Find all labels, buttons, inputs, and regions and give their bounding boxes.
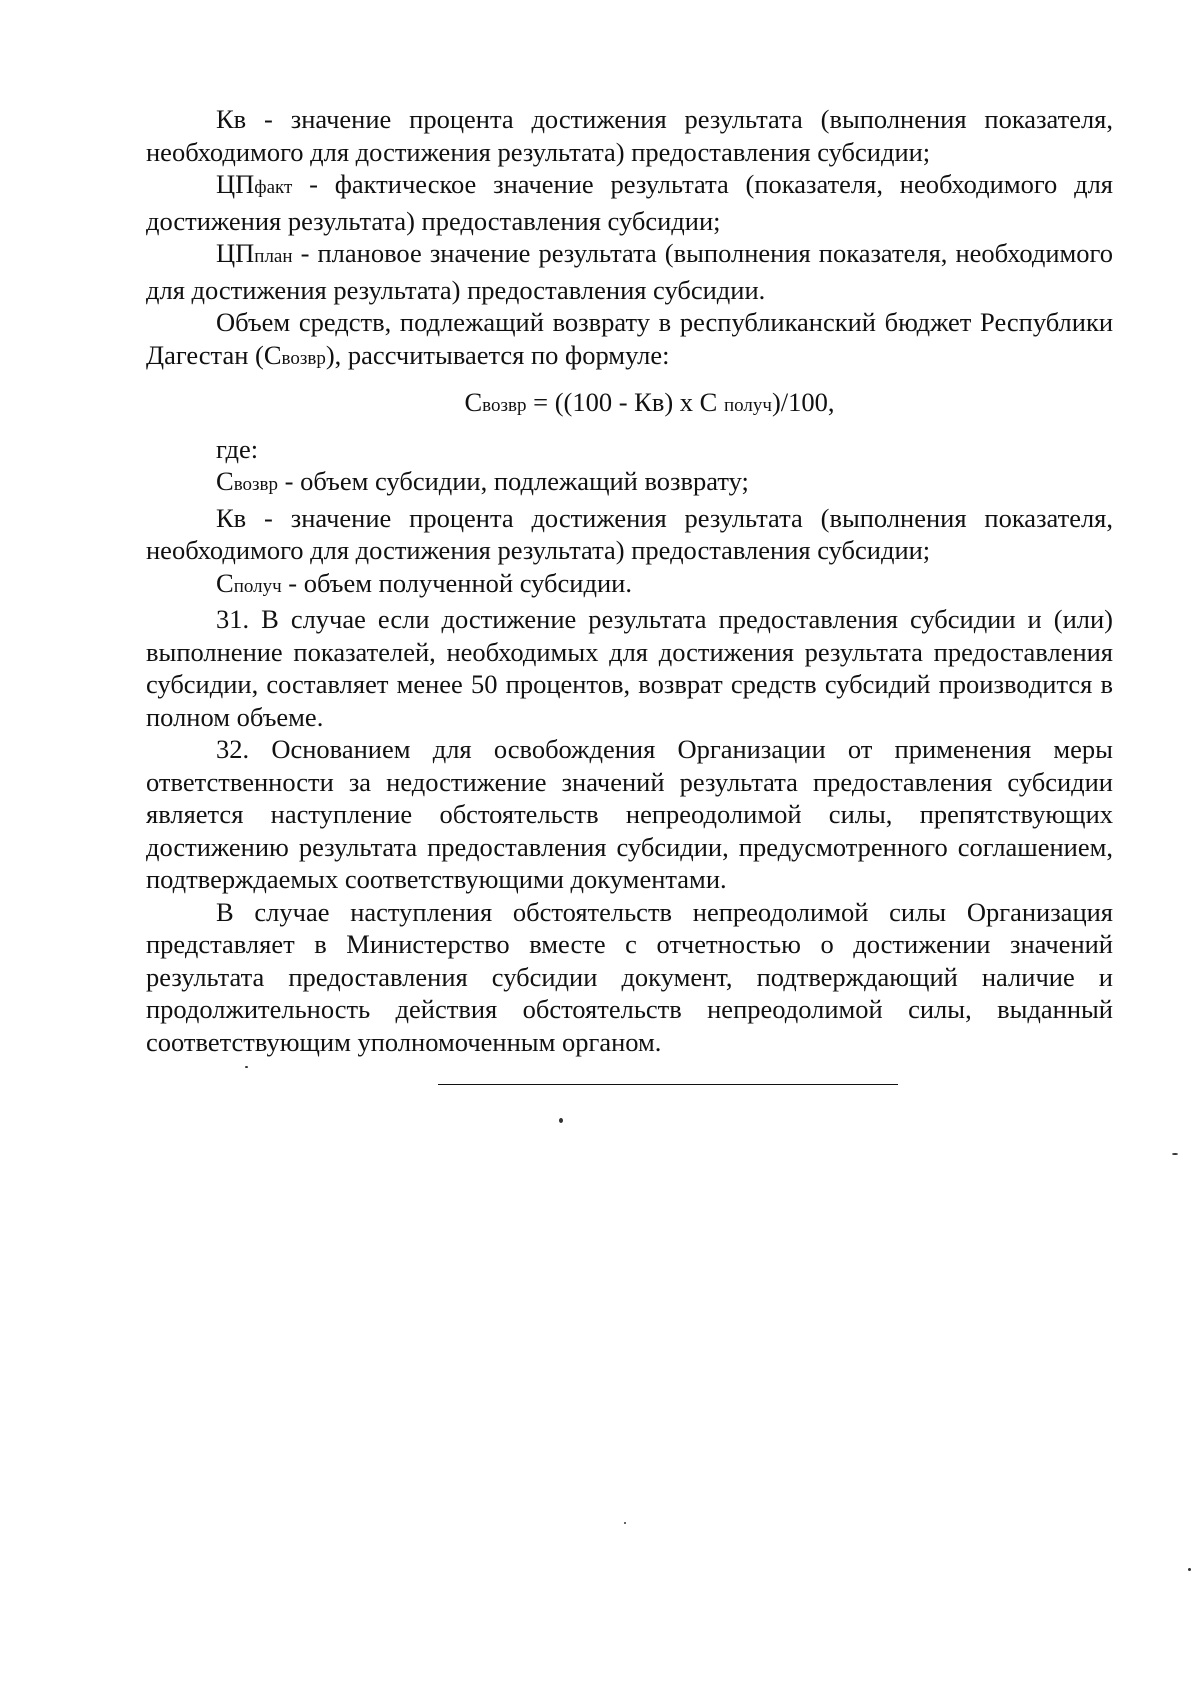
force-majeure-paragraph: В случае наступления обстоятельств непреодолимой силы Организация представляет в Министерство вместе с отчетностью о достижении значений результата предоставления субсидии документ, подтверждающий наличие и продолжительность действия обстоятельств непреодолимой силы, выданный соответствующим уполномоченным органом.: [146, 896, 1113, 1057]
refund-volume-intro-text: Объем средств, подлежащий возврату в республиканский бюджет Республики Дагестан (С: [146, 307, 1113, 370]
term-spoluch-subscript: получ: [233, 575, 282, 597]
definition-svozvr: [146, 465, 1113, 502]
definition-kv: [146, 103, 1113, 168]
document-page: [146, 103, 1113, 1058]
definition-spoluch-text: - объем полученной субсидии.: [281, 567, 632, 598]
clause-32: 32. Основанием для освобождения Организации от применения меры ответственности за недостижение значений результата предоставления субсидии является наступление обстоятельств непреодолимой силы, препятствующих достижению результата предоставления субсидии, предусмотренного соглашением, подтверждаемых соответствующими документами.: [146, 734, 1113, 894]
definition-kv-repeat-text: - значение процента достижения результата (выполнения показателя, необходимого для достижения результата) предоставления субсидии;: [146, 502, 1113, 565]
term-s: С: [216, 567, 234, 598]
definition-kv-repeat: [146, 502, 1113, 567]
formula-rhs-subscript: получ: [723, 395, 772, 416]
term-cp-fakt-subscript: факт: [254, 177, 293, 198]
refund-volume-intro-tail: ), рассчитывается по формуле:: [325, 339, 670, 370]
scan-speck: [624, 1522, 626, 1524]
scan-speck: [559, 1118, 563, 1123]
scan-speck: [1188, 1568, 1191, 1571]
scan-speck: [245, 1066, 248, 1068]
term-kv: Кв: [216, 104, 247, 134]
term-kv: Кв: [216, 502, 247, 533]
definition-svozvr-text: - объем субсидии, подлежащий возврату;: [278, 466, 749, 496]
formula-lhs: С: [464, 387, 483, 417]
svozvr-subscript: возвр: [281, 347, 326, 369]
formula-tail: )/100,: [771, 387, 835, 417]
definition-cp-fakt-text: - фактическое значение результата (показателя, необходимого для достижения результата) предоставления субсидии;: [146, 169, 1113, 236]
term-svozvr-subscript: возвр: [233, 474, 279, 495]
scan-speck: [1172, 1153, 1178, 1155]
definition-kv-text: - значение процента достижения результата (выполнения показателя, необходимого для достижения результата) предоставления субсидии;: [146, 104, 1113, 167]
formula-lhs-subscript: возвр: [482, 395, 527, 416]
refund-volume-intro: [146, 306, 1113, 375]
term-cp-plan-subscript: план: [254, 246, 293, 267]
definition-spoluch: [146, 567, 1113, 604]
term-cp: ЦП: [216, 169, 255, 199]
clause-31: 31. В случае если достижение результата предоставления субсидии и (или) выполнение показателей, необходимых для достижения результата предоставления субсидии, составляет менее 50 процентов, возврат средств субсидий производится в полном объеме.: [146, 604, 1113, 732]
term-s: С: [216, 466, 234, 496]
definition-cp-fakt: [146, 168, 1113, 237]
definition-cp-plan: [146, 237, 1113, 306]
end-of-text-divider: [438, 1084, 898, 1085]
formula-middle: = ((100 - Кв) х С: [526, 387, 724, 417]
term-cp: ЦП: [216, 238, 255, 268]
refund-formula: [146, 386, 1113, 423]
where-label: где:: [216, 433, 259, 464]
definition-cp-plan-text: - плановое значение результата (выполнения показателя, необходимого для достижения результата) предоставления субсидии.: [146, 238, 1113, 305]
